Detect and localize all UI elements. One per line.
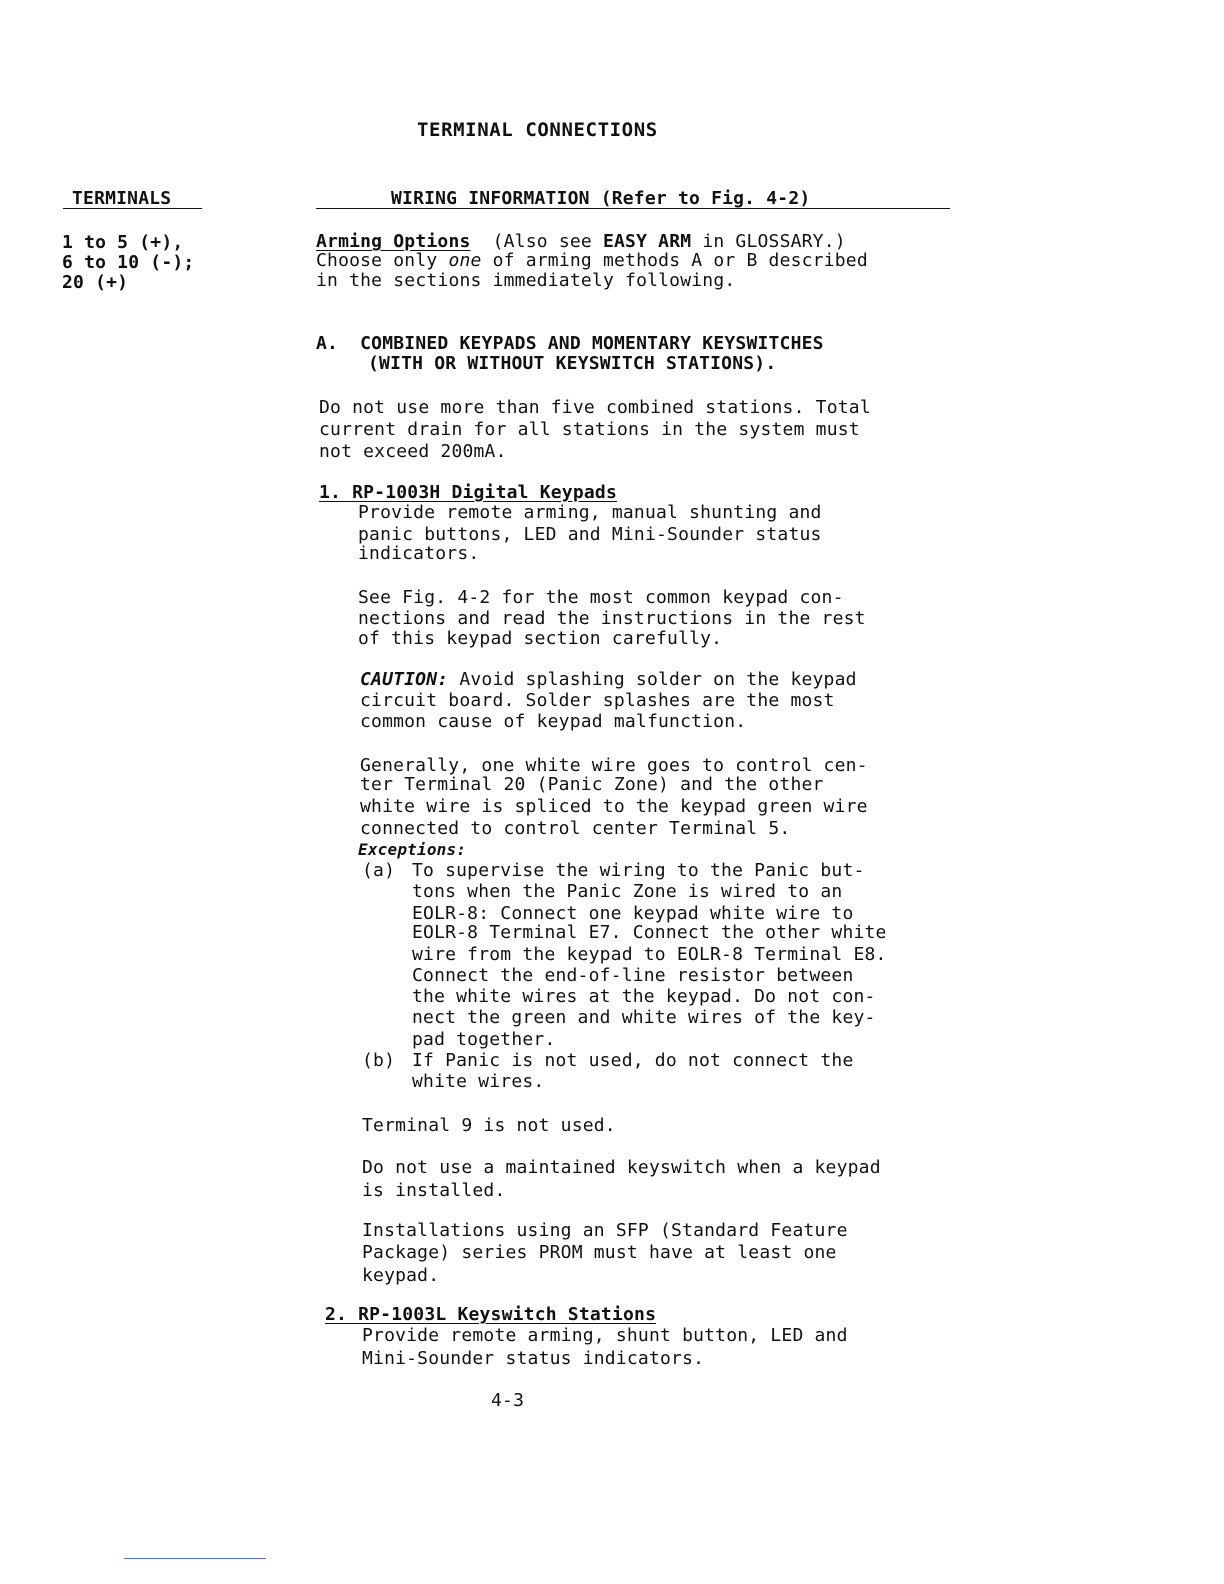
keypads-p4-1: Generally, one white wire goes to control cen- [360,755,868,776]
terminal-range-3: 20 (+) [62,272,129,293]
exception-a-3: EOLR-8: Connect one keypad white wire to [412,903,854,924]
terminals-heading: TERMINALS [72,188,172,209]
arming-line-2 [316,250,868,271]
exception-a-4: EOLR-8 Terminal E7. Connect the other white [412,922,887,943]
terminal-range-2: 6 to 10 (-); [62,252,195,273]
exception-a-7: the white wires at the keypad. Do not con- [412,986,876,1007]
caution-label: CAUTION: [360,669,449,690]
arming-options-label: Arming Options [316,231,471,252]
sfp-note-3: keypad. [362,1265,440,1286]
caution-line-3: common cause of keypad malfunction. [360,711,747,732]
terminal-range-1: 1 to 5 (+), [62,232,184,253]
terminals-heading-rule [63,208,202,209]
section-a-para-1: Do not use more than five combined stations. Total [319,397,871,418]
page-title: TERMINAL CONNECTIONS [417,119,658,141]
exceptions-label: Exceptions: [358,840,467,859]
arming-l2b: of arming methods A or B described [481,250,868,271]
sfp-note-1: Installations using an SFP (Standard Feature [362,1220,848,1241]
exception-a-8: nect the green and white wires of the key- [412,1007,876,1028]
keyswitch-note-1: Do not use a maintained keyswitch when a keypad [362,1157,881,1178]
keyswitch-stations-p-2: Mini-Sounder status indicators. [362,1348,705,1369]
page-number: 4-3 [491,1390,525,1411]
easy-arm-term: EASY ARM [602,231,692,252]
keypads-p4-3: white wire is spliced to the keypad green wire [360,796,868,817]
section-a-para-2: current drain for all stations in the system must [319,419,860,440]
exception-b-2: white wires. [412,1071,545,1092]
arming-pre: (Also see [492,231,603,252]
terminal-9-note: Terminal 9 is not used. [362,1115,616,1136]
exception-a-6: Connect the end-of-line resistor between [412,965,854,986]
section-a-para-3: not exceed 200mA. [319,441,507,462]
wiring-heading-rule [316,208,950,209]
keypads-p1-3: indicators. [358,543,480,564]
arming-post: in GLOSSARY.) [691,231,846,252]
arming-l2a: Choose only [316,250,449,271]
keypads-p1-1: Provide remote arming, manual shunting and [358,502,822,523]
keypads-p4-4: connected to control center Terminal 5. [360,818,791,839]
caution-text-1: Avoid splashing solder on the keypad [448,669,857,690]
sfp-note-2: Package) series PROM must have at least one [362,1242,837,1263]
keyswitch-note-2: is installed. [362,1180,506,1201]
arming-line-3: in the sections immediately following. [316,270,736,291]
exception-a-1: To supervise the wiring to the Panic but- [412,860,865,881]
caution-line-2: circuit board. Solder splashes are the most [360,690,835,711]
keypads-p1-2: panic buttons, LED and Mini-Sounder status [358,524,822,545]
keypads-heading: 1. RP-1003H Digital Keypads [319,482,617,503]
exception-a-label: (a) [362,860,396,881]
exception-a-2: tons when the Panic Zone is wired to an [412,881,843,902]
caution-line-1 [360,669,857,690]
exception-a-5: wire from the keypad to EOLR-8 Terminal E8. [412,944,887,965]
exception-a-9: pad together. [412,1029,556,1050]
section-a-heading-2: (WITH OR WITHOUT KEYSWITCH STATIONS). [368,353,777,374]
arming-l2-emphasis: one [448,250,482,271]
exception-b-1: If Panic is not used, do not connect the [412,1050,854,1071]
exception-b-label: (b) [362,1050,396,1071]
keypads-p2-3: of this keypad section carefully. [358,628,723,649]
keyswitch-stations-p-1: Provide remote arming, shunt button, LED and [362,1325,848,1346]
keypads-p2-1: See Fig. 4-2 for the most common keypad con- [358,587,844,608]
arming-line-1 [316,231,846,252]
wiring-heading: WIRING INFORMATION (Refer to Fig. 4-2) [391,188,811,209]
scan-edge-line [124,1558,266,1559]
section-a-heading-1: A. COMBINED KEYPADS AND MOMENTARY KEYSWITCHES [316,333,824,354]
keyswitch-stations-heading: 2. RP-1003L Keyswitch Stations [325,1304,657,1325]
keypads-p4-2: ter Terminal 20 (Panic Zone) and the other [360,774,824,795]
keypads-p2-2: nections and read the instructions in the rest [358,608,866,629]
